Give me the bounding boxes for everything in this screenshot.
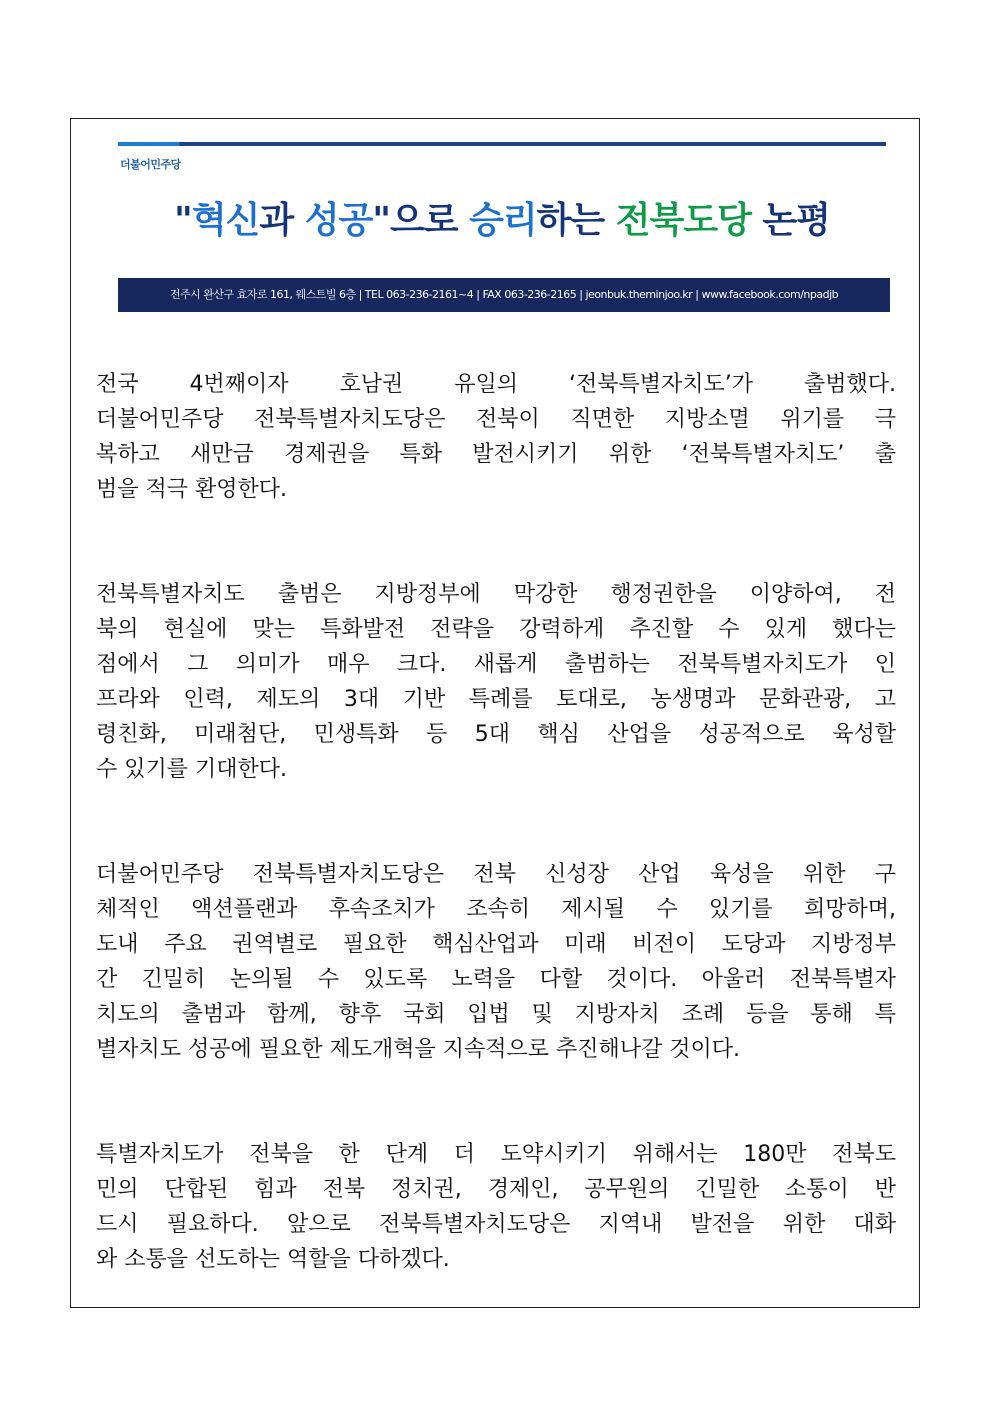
- paragraph-line: 와 소통을 선도하는 역할을 다하겠다.: [96, 1247, 450, 1272]
- paragraph-line: 드시 필요하다. 앞으로 전북특별자치도당은 지역내 발전을 위한 대화: [96, 1212, 896, 1237]
- paragraph-line: 민의 단합된 힘과 전북 정치권, 경제인, 공무원의 긴밀한 소통이 반: [96, 1177, 896, 1202]
- paragraph-gap: [96, 507, 896, 577]
- paragraph-line: 복하고 새만금 경제권을 특화 발전시키기 위한 ‘전북특별자치도’ 출: [96, 442, 896, 467]
- title-part: 혁신: [191, 200, 260, 241]
- paragraph-line: 프라와 인력, 제도의 3대 기반 특례를 토대로, 농생명과 문화관광, 고: [96, 687, 896, 712]
- paragraph-line: 더불어민주당 전북특별자치도당은 전북 신성장 산업 육성을 위한 구: [96, 862, 896, 887]
- header-top-line: [118, 142, 886, 146]
- paragraph-line: 전국 4번째이자 호남권 유일의 ‘전북특별자치도’가 출범했다.: [96, 372, 896, 397]
- paragraph-line: 점에서 그 의미가 매우 크다. 새롭게 출범하는 전북특별자치도가 인: [96, 652, 896, 677]
- contact-info-bar: 전주시 완산구 효자로 161, 웨스트빌 6층 | TEL 063-236-2161~4 | FAX 063-236-2165 | jeonbuk.theminjoo.kr | www.facebook.com/npadjb: [118, 278, 890, 312]
- title-part: "으로: [372, 200, 470, 241]
- paragraph-line: 도내 주요 권역별로 필요한 핵심산업과 미래 비전이 도당과 지방정부: [96, 932, 896, 957]
- title-part: 성공: [304, 200, 373, 241]
- paragraph-line: 특별자치도가 전북을 한 단계 더 도약시키기 위해서는 180만 전북도: [96, 1142, 896, 1167]
- title-part: 논평: [750, 200, 830, 241]
- title-part: 승리: [469, 200, 537, 241]
- paragraph-line: 치도의 출범과 함께, 향후 국회 입법 및 지방자치 조례 등을 통해 특: [96, 1002, 896, 1027]
- paragraph: [96, 577, 896, 787]
- title-part: 하는: [536, 200, 616, 241]
- paragraph-line: 북의 현실에 맞는 특화발전 전략을 강력하게 추진할 수 있게 했다는: [96, 617, 896, 642]
- paragraph-gap: [96, 787, 896, 857]
- paragraph-line: 수 있기를 기대한다.: [96, 757, 287, 782]
- paragraph: [96, 1137, 896, 1277]
- paragraph-line: 더불어민주당 전북특별자치도당은 전북이 직면한 지방소멸 위기를 극: [96, 407, 896, 432]
- paragraph-line: 체적인 액션플랜과 후속조치가 조속히 제시될 수 있기를 희망하며,: [96, 897, 896, 922]
- banner-title: [118, 192, 886, 243]
- title-part: 전북도당: [615, 200, 751, 241]
- paragraph-line: 별자치도 성공에 필요한 제도개혁을 지속적으로 추진해나갈 것이다.: [96, 1037, 741, 1062]
- paragraph-line: 령친화, 미래첨단, 민생특화 등 5대 핵심 산업을 성공적으로 육성할: [96, 722, 896, 747]
- statement-body: [96, 367, 896, 1277]
- party-logo: 더불어민주당: [120, 158, 181, 171]
- paragraph-gap: [96, 1067, 896, 1137]
- paragraph-line: 전북특별자치도 출범은 지방정부에 막강한 행정권한을 이양하여, 전: [96, 582, 896, 607]
- paragraph-line: 간 긴밀히 논의될 수 있도록 노력을 다할 것이다. 아울러 전북특별자: [96, 967, 896, 992]
- paragraph: [96, 367, 896, 507]
- title-part: 과: [259, 200, 305, 241]
- paragraph: [96, 857, 896, 1067]
- title-part: ": [174, 200, 192, 241]
- paragraph-line: 범을 적극 환영한다.: [96, 477, 287, 502]
